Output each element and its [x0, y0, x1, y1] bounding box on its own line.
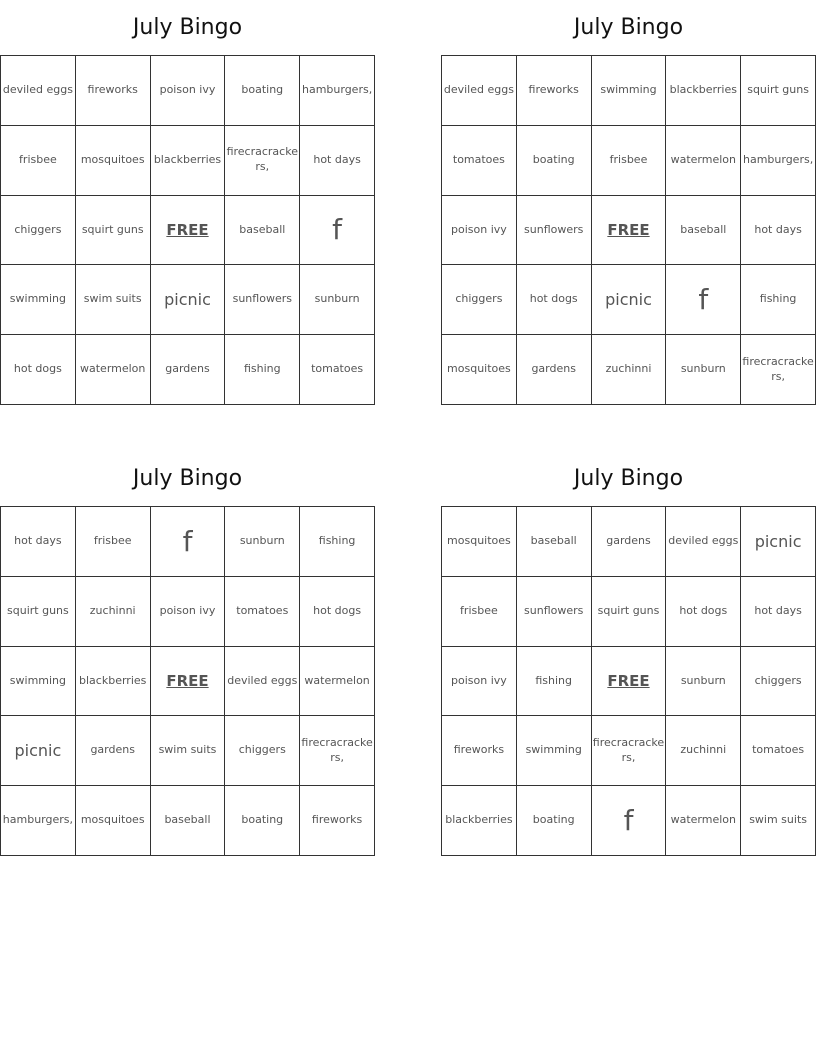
bingo-grid — [0, 55, 375, 405]
bingo-cell: mosquitoes — [442, 507, 517, 577]
free-space-cell: FREE — [592, 647, 667, 717]
bingo-cell: fishing — [225, 335, 300, 405]
bingo-cell: picnic — [1, 716, 76, 786]
free-space-cell: FREE — [151, 647, 226, 717]
bingo-cell: tomatoes — [300, 335, 375, 405]
bingo-cell: sunburn — [300, 265, 375, 335]
bingo-cell: deviled eggs — [225, 647, 300, 717]
bingo-cell: fireworks — [76, 56, 151, 126]
bingo-grid — [0, 506, 375, 856]
bingo-cell: frisbee — [442, 577, 517, 647]
bingo-cell: frisbee — [1, 126, 76, 196]
bingo-cell: tomatoes — [225, 577, 300, 647]
bingo-cell: gardens — [151, 335, 226, 405]
bingo-cell: hot days — [300, 126, 375, 196]
bingo-cell: gardens — [592, 507, 667, 577]
bingo-cell: swim suits — [76, 265, 151, 335]
bingo-cell: hamburgers, — [741, 126, 816, 196]
bingo-cell: swimming — [592, 56, 667, 126]
bingo-cell: firecracrackers, — [741, 335, 816, 405]
bingo-cell: f — [300, 196, 375, 266]
card-title: July Bingo — [573, 466, 684, 491]
bingo-cell: mosquitoes — [76, 786, 151, 856]
bingo-card-4 — [441, 451, 816, 856]
card-title: July Bingo — [132, 466, 243, 491]
bingo-cell: chiggers — [225, 716, 300, 786]
bingo-cell: blackberries — [666, 56, 741, 126]
bingo-cell: hamburgers, — [300, 56, 375, 126]
bingo-cell: boating — [517, 786, 592, 856]
bingo-cell: chiggers — [1, 196, 76, 266]
bingo-cell: squirt guns — [741, 56, 816, 126]
bingo-cell: f — [666, 265, 741, 335]
bingo-cell: squirt guns — [1, 577, 76, 647]
bingo-cell: mosquitoes — [442, 335, 517, 405]
bingo-cell: hot dogs — [1, 335, 76, 405]
bingo-cell: f — [592, 786, 667, 856]
bingo-cell: sunflowers — [225, 265, 300, 335]
bingo-cell: hot days — [741, 577, 816, 647]
bingo-cell: watermelon — [666, 786, 741, 856]
bingo-cell: hot days — [1, 507, 76, 577]
bingo-cell: poison ivy — [151, 56, 226, 126]
bingo-cell: squirt guns — [592, 577, 667, 647]
bingo-cell: zuchinni — [592, 335, 667, 405]
bingo-cell: sunburn — [666, 647, 741, 717]
bingo-cell: fireworks — [517, 56, 592, 126]
bingo-cell: gardens — [76, 716, 151, 786]
bingo-cell: watermelon — [666, 126, 741, 196]
bingo-cell: swimming — [1, 647, 76, 717]
bingo-cell: boating — [225, 786, 300, 856]
bingo-cell: swim suits — [151, 716, 226, 786]
bingo-cell: tomatoes — [741, 716, 816, 786]
bingo-cell: mosquitoes — [76, 126, 151, 196]
bingo-cell: hamburgers, — [1, 786, 76, 856]
bingo-cell: hot dogs — [300, 577, 375, 647]
bingo-card-2 — [441, 0, 816, 405]
bingo-cell: poison ivy — [442, 647, 517, 717]
bingo-cell: deviled eggs — [1, 56, 76, 126]
bingo-cell: picnic — [592, 265, 667, 335]
bingo-cell: firecracrackers, — [300, 716, 375, 786]
bingo-cell: swim suits — [741, 786, 816, 856]
bingo-card-1 — [0, 0, 375, 405]
bingo-cell: gardens — [517, 335, 592, 405]
bingo-cell: f — [151, 507, 226, 577]
bingo-cell: picnic — [741, 507, 816, 577]
card-title: July Bingo — [132, 15, 243, 40]
bingo-cell: fishing — [300, 507, 375, 577]
bingo-cell: zuchinni — [666, 716, 741, 786]
bingo-cell: boating — [517, 126, 592, 196]
bingo-cell: boating — [225, 56, 300, 126]
bingo-card-3 — [0, 451, 375, 856]
bingo-cell: poison ivy — [151, 577, 226, 647]
bingo-cell: frisbee — [76, 507, 151, 577]
bingo-cell: firecracrackers, — [225, 126, 300, 196]
bingo-cell: hot days — [741, 196, 816, 266]
card-title: July Bingo — [573, 15, 684, 40]
bingo-cell: deviled eggs — [442, 56, 517, 126]
bingo-cell: squirt guns — [76, 196, 151, 266]
bingo-cell: zuchinni — [76, 577, 151, 647]
bingo-grid — [441, 55, 816, 405]
free-space-cell: FREE — [151, 196, 226, 266]
bingo-cell: blackberries — [442, 786, 517, 856]
bingo-cell: picnic — [151, 265, 226, 335]
bingo-grid — [441, 506, 816, 856]
bingo-cell: hot dogs — [666, 577, 741, 647]
bingo-cell: sunburn — [666, 335, 741, 405]
bingo-cell: swimming — [517, 716, 592, 786]
bingo-cell: fishing — [741, 265, 816, 335]
bingo-cell: baseball — [151, 786, 226, 856]
bingo-cell: baseball — [517, 507, 592, 577]
bingo-cell: fireworks — [442, 716, 517, 786]
bingo-cell: hot dogs — [517, 265, 592, 335]
bingo-cell: watermelon — [300, 647, 375, 717]
bingo-cell: blackberries — [76, 647, 151, 717]
bingo-cell: sunflowers — [517, 196, 592, 266]
bingo-cell: chiggers — [442, 265, 517, 335]
bingo-cell: sunburn — [225, 507, 300, 577]
bingo-cell: watermelon — [76, 335, 151, 405]
bingo-cell: fireworks — [300, 786, 375, 856]
bingo-cell: tomatoes — [442, 126, 517, 196]
bingo-cell: sunflowers — [517, 577, 592, 647]
bingo-cell: firecracrackers, — [592, 716, 667, 786]
bingo-cell: frisbee — [592, 126, 667, 196]
bingo-cell: chiggers — [741, 647, 816, 717]
free-space-cell: FREE — [592, 196, 667, 266]
bingo-cell: poison ivy — [442, 196, 517, 266]
bingo-cell: baseball — [225, 196, 300, 266]
bingo-cell: fishing — [517, 647, 592, 717]
bingo-cell: blackberries — [151, 126, 226, 196]
bingo-cell: deviled eggs — [666, 507, 741, 577]
bingo-cell: swimming — [1, 265, 76, 335]
bingo-cell: baseball — [666, 196, 741, 266]
